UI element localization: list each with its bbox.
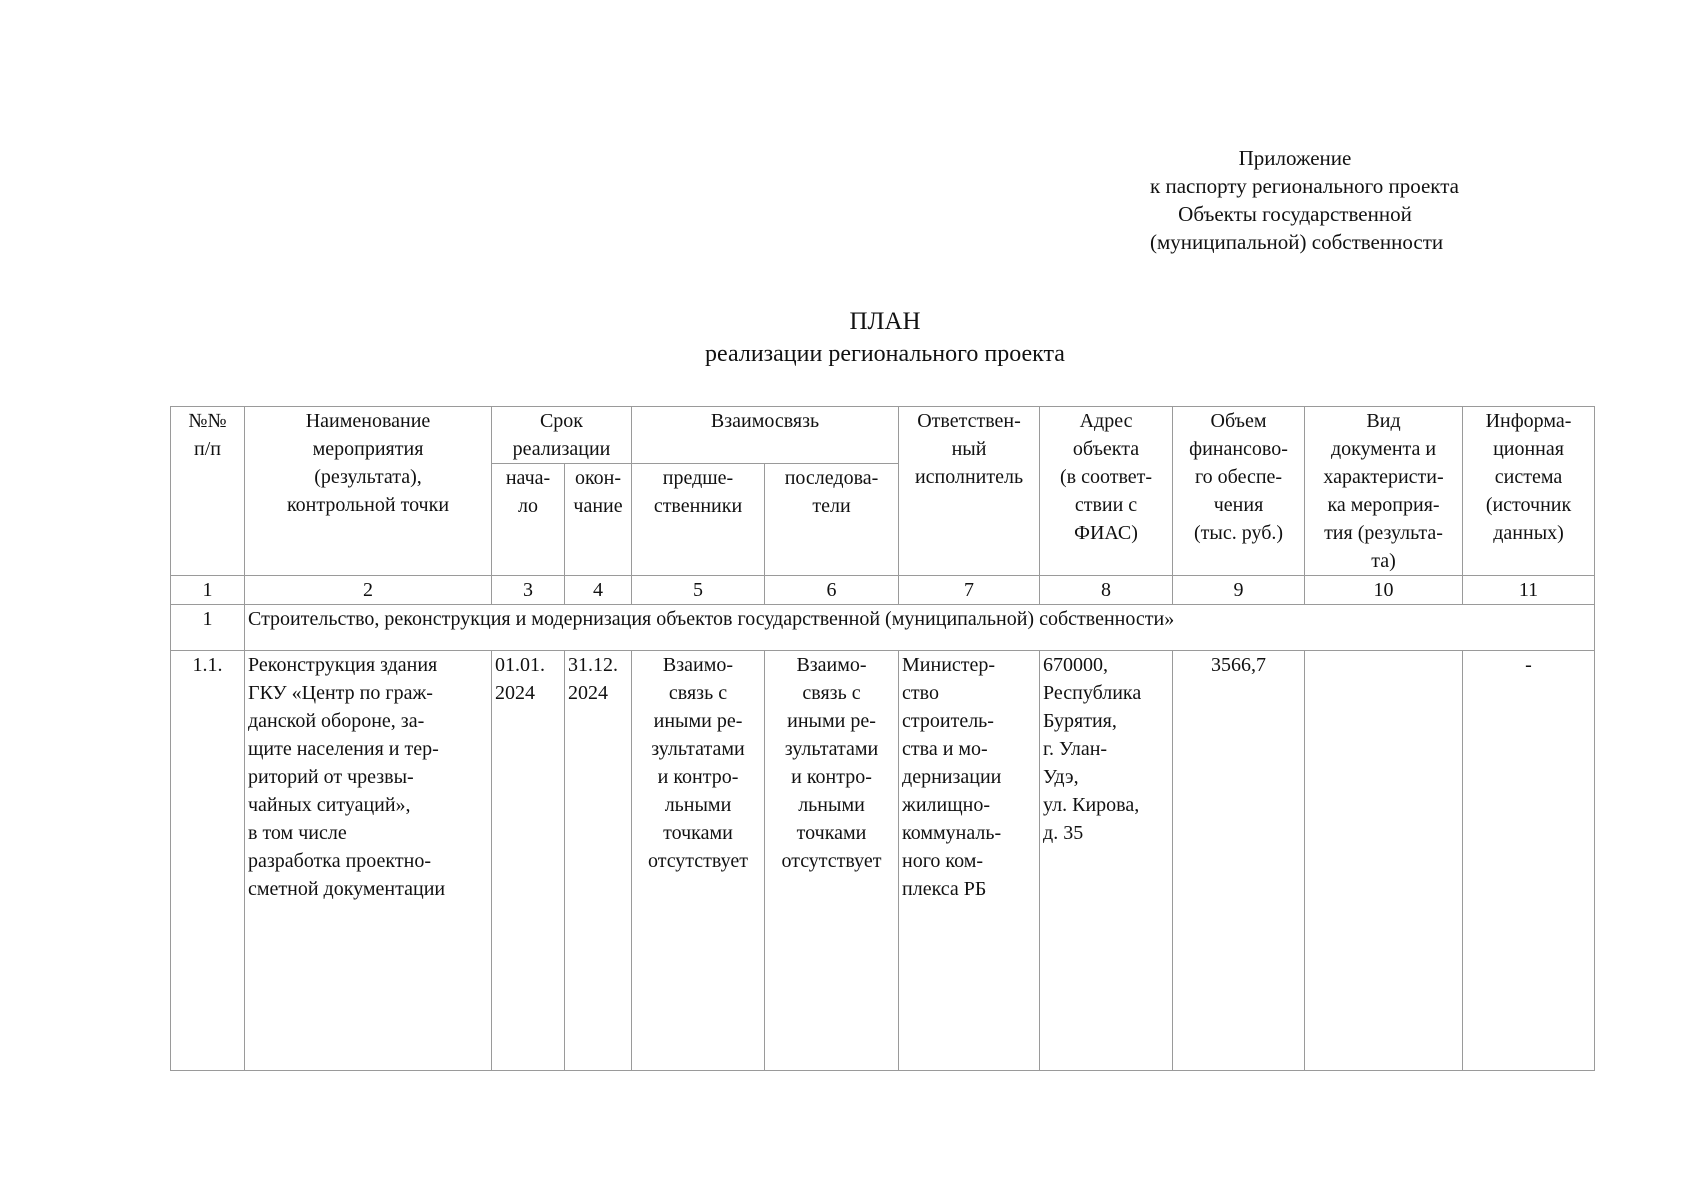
header-successors: последова- тели — [765, 464, 899, 576]
row-responsible: Министер- ство строитель- ства и мо- дернизации жилищно- коммуналь- ного ком- плекса РБ — [899, 651, 1040, 1071]
column-number: 10 — [1305, 576, 1463, 605]
document-title — [0, 306, 1698, 370]
column-number: 7 — [899, 576, 1040, 605]
header-term-start: нача- ло — [492, 464, 565, 576]
header-info-system: Информа- ционная система (источник данных) — [1463, 407, 1595, 576]
row-doc-type — [1305, 651, 1463, 1071]
appendix-line: Объекты государственной — [1178, 202, 1412, 226]
column-number: 11 — [1463, 576, 1595, 605]
appendix-header — [1150, 144, 1459, 256]
column-number: 4 — [565, 576, 632, 605]
section-number: 1 — [171, 605, 245, 651]
row-number: 1.1. — [171, 651, 245, 1071]
row-address: 670000, Республика Бурятия, г. Улан- Удэ, ул. Кирова, д. 35 — [1040, 651, 1173, 1071]
row-end-date: 31.12. 2024 — [565, 651, 632, 1071]
plan-table — [170, 406, 1595, 1071]
header-row — [171, 407, 1595, 464]
header-num: №№ п/п — [171, 407, 245, 576]
header-address: Адрес объекта (в соответ- ствии с ФИАС) — [1040, 407, 1173, 576]
row-successors: Взаимо- связь с иными ре- зультатами и контро- льными точками отсутствует — [765, 651, 899, 1071]
table-row — [171, 651, 1595, 1071]
column-number: 2 — [245, 576, 492, 605]
appendix-line: (муниципальной) собственности — [1150, 230, 1444, 254]
section-row — [171, 605, 1595, 651]
header-name: Наименование мероприятия (результата), контрольной точки — [245, 407, 492, 576]
header-term-end: окон- чание — [565, 464, 632, 576]
appendix-line: Приложение — [1238, 146, 1352, 170]
column-numbers-row — [171, 576, 1595, 605]
header-predecessors: предше- ственники — [632, 464, 765, 576]
column-number: 6 — [765, 576, 899, 605]
column-number: 8 — [1040, 576, 1173, 605]
appendix-line: к паспорту регионального проекта — [1150, 174, 1459, 198]
column-number: 5 — [632, 576, 765, 605]
column-number: 1 — [171, 576, 245, 605]
title-main: ПЛАН — [849, 308, 921, 335]
row-volume: 3566,7 — [1173, 651, 1305, 1071]
section-title: Строительство, реконструкция и модернизация объектов государственной (муниципальной) собственности» — [245, 605, 1595, 651]
title-sub: реализации регионального проекта — [705, 341, 1065, 367]
header-relation: Взаимосвязь — [632, 407, 899, 464]
column-number: 3 — [492, 576, 565, 605]
header-term: Срок реализации — [492, 407, 632, 464]
row-info-system: - — [1463, 651, 1595, 1071]
row-predecessors: Взаимо- связь с иными ре- зультатами и контро- льными точками отсутствует — [632, 651, 765, 1071]
row-name: Реконструкция здания ГКУ «Центр по граж- данской обороне, за- щите населения и тер- риторий от чрезвы- чайных ситуаций», в том числе разработка проектно- сметной документации — [245, 651, 492, 1071]
header-responsible: Ответствен- ный исполнитель — [899, 407, 1040, 576]
header-volume: Объем финансово- го обеспе- чения (тыс. руб.) — [1173, 407, 1305, 576]
row-start-date: 01.01. 2024 — [492, 651, 565, 1071]
column-number: 9 — [1173, 576, 1305, 605]
header-doc-type: Вид документа и характеристи- ка мероприя- тия (результа- та) — [1305, 407, 1463, 576]
